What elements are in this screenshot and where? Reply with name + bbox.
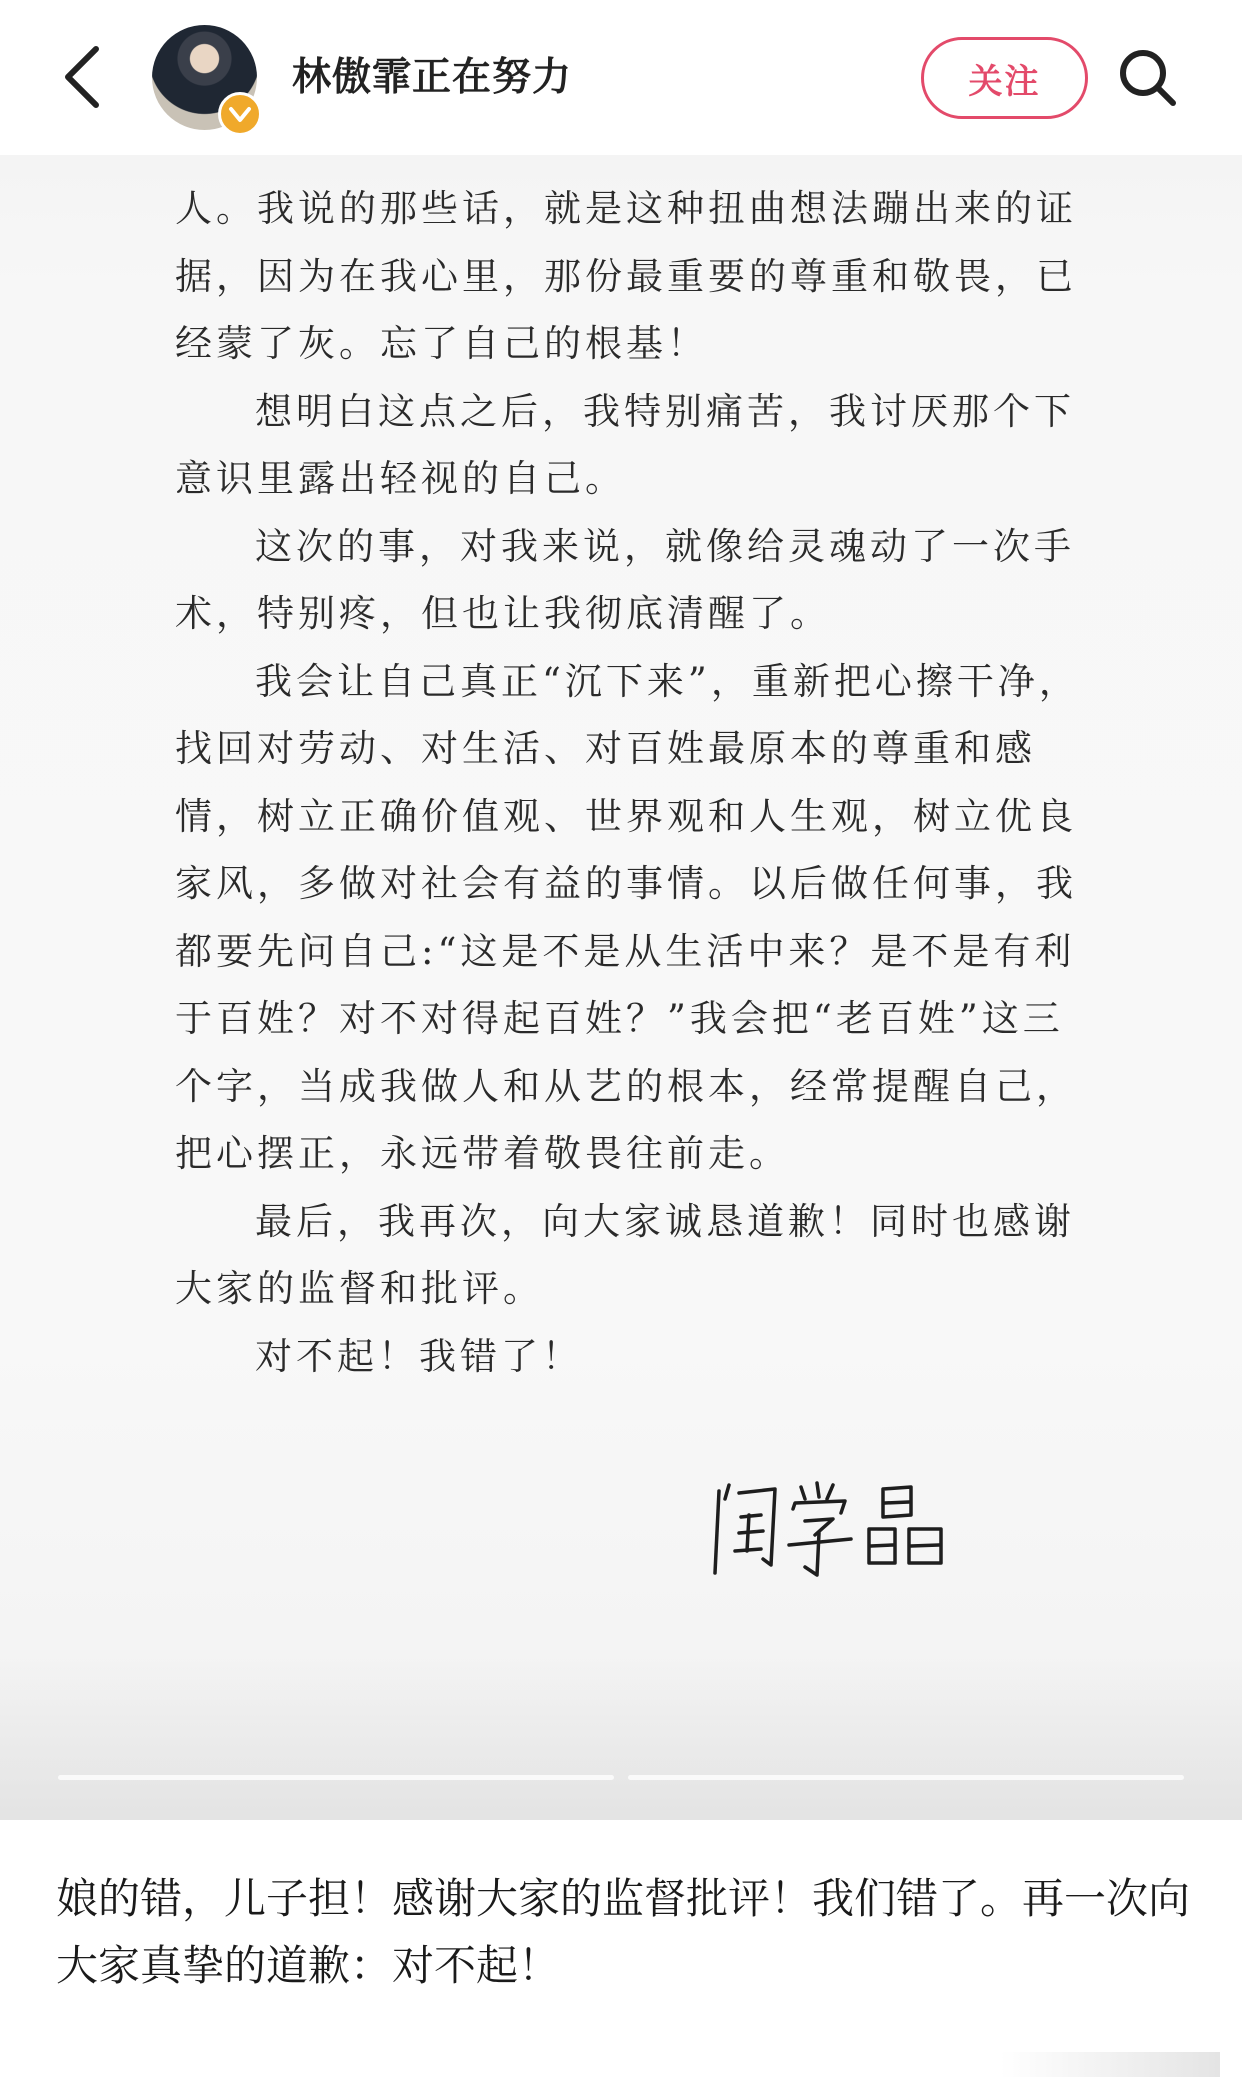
top-bar bbox=[0, 0, 1242, 155]
post-caption: 娘的错，儿子担！感谢大家的监督批评！我们错了。再一次向大家真挚的道歉：对不起！ bbox=[56, 1874, 1191, 1990]
letter-paragraph: 人。我说的那些话，就是这种扭曲想法蹦出来的证据，因为在我心里，那份最重要的尊重和敬畏，已经蒙了灰。忘了自己的根基！ bbox=[175, 187, 1077, 365]
letter-paragraph: 这次的事，对我来说，就像给灵魂动了一次手术，特别疼，但也让我彻底清醒了。 bbox=[175, 524, 1075, 635]
image-indicator-bar bbox=[58, 1775, 614, 1780]
chevron-left-icon bbox=[62, 45, 102, 109]
letter-paragraph: 对不起！我错了！ bbox=[255, 1334, 583, 1378]
username[interactable]: 林傲霏正在努力 bbox=[292, 55, 573, 100]
letter-body bbox=[175, 175, 1080, 1390]
bottom-divider bbox=[1000, 2052, 1220, 2077]
image-indicator-bar bbox=[628, 1775, 1184, 1780]
search-button[interactable] bbox=[1110, 40, 1186, 116]
handwritten-signature bbox=[705, 1473, 965, 1583]
search-icon bbox=[1117, 47, 1179, 109]
letter-paragraph: 想明白这点之后，我特别痛苦，我讨厌那个下意识里露出轻视的自己。 bbox=[175, 389, 1075, 500]
letter-paragraph: 最后，我再次，向大家诚恳道歉！同时也感谢大家的监督和批评。 bbox=[175, 1199, 1075, 1310]
verified-badge-icon bbox=[218, 92, 262, 136]
letter-paragraph: 我会让自己真正“沉下来”，重新把心擦干净，找回对劳动、对生活、对百姓最原本的尊重和感情，树立正确价值观、世界观和人生观，树立优良家风，多做对社会有益的事情。以后做任何事，我都要先问自己:“这是不是从生活中来？是不是有利于百姓？对不对得起百姓？”我会把“老百姓”这三个字，当成我做人和从艺的根本，经常提醒自己，把心摆正，永远带着敬畏往前走。 bbox=[175, 659, 1080, 1175]
follow-button[interactable]: 关注 bbox=[921, 37, 1088, 119]
back-button[interactable] bbox=[52, 42, 112, 112]
image-bottom-shade bbox=[0, 1655, 1242, 1820]
post-image-letter[interactable] bbox=[0, 155, 1242, 1820]
